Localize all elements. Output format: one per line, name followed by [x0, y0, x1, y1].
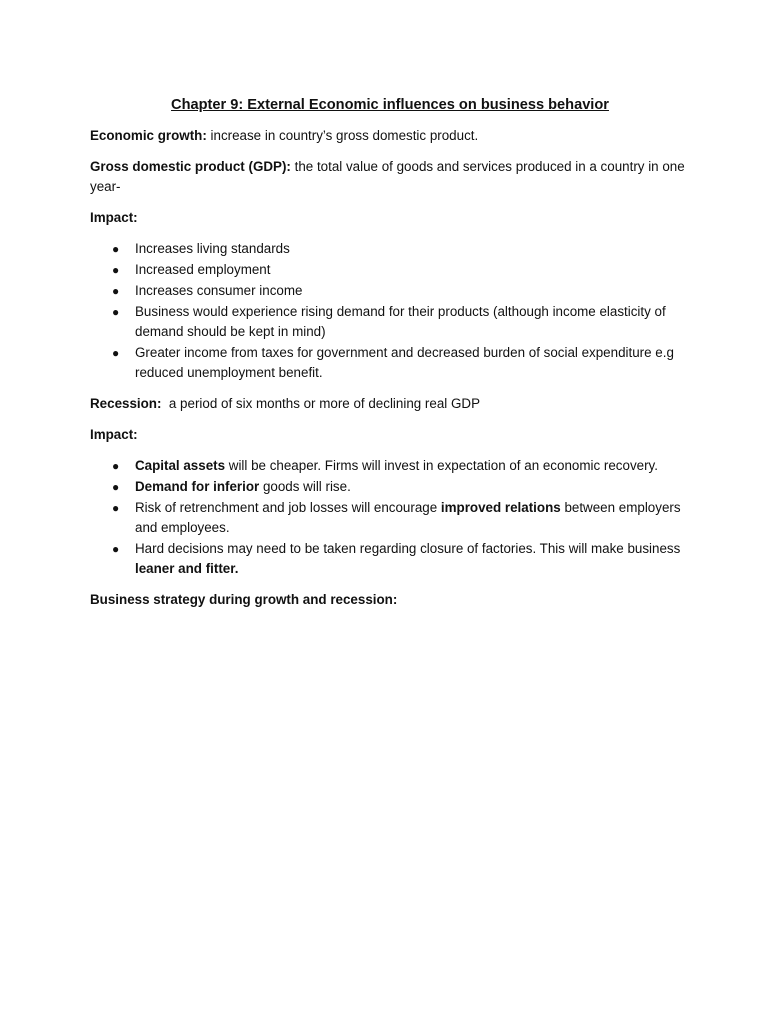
list-item-text: between employers and employees. [135, 500, 681, 535]
list-item [90, 260, 690, 280]
list-item-bold: Demand for inferior [135, 479, 260, 494]
bullet-icon: ● [112, 542, 120, 556]
list-item-bold: leaner and fitter. [135, 561, 239, 576]
bullet-icon: ● [112, 501, 120, 515]
list-item [90, 498, 690, 538]
gdp-paragraph [90, 157, 690, 197]
list-item-text: will be cheaper. Firms will invest in expectation of an economic recovery. [225, 458, 658, 473]
list-item-text: Business would experience rising demand for their products (although income elasticity of demand should be kept in mind) [135, 304, 666, 339]
recession-paragraph [90, 394, 690, 414]
list-item-bold: Capital assets [135, 458, 226, 473]
economic-growth-term: Economic growth: [90, 128, 207, 143]
bullet-icon: ● [112, 459, 120, 473]
list-item [90, 281, 690, 301]
page-title: Chapter 9: External Economic influences on business behavior [171, 97, 609, 113]
list-item-prefix: Risk of retrenchment and job losses will encourage [135, 500, 441, 515]
gdp-term: Gross domestic product (GDP): [90, 159, 291, 174]
list-item-text: goods will rise. [259, 479, 351, 494]
impact-heading-recession: Impact: [90, 427, 138, 442]
bullet-icon: ● [112, 346, 120, 360]
list-item-text: Greater income from taxes for government and decreased burden of social expenditure e.g reduced unemployment benefit. [135, 345, 674, 380]
list-item-bold: improved relations [440, 500, 561, 515]
document-page [90, 95, 690, 621]
bullet-icon: ● [112, 480, 120, 494]
list-item-text: Increased employment [135, 262, 271, 277]
bullet-icon: ● [112, 242, 120, 256]
list-item [90, 456, 690, 476]
list-item-prefix: Hard decisions may need to be taken regarding closure of factories. This will make business [135, 541, 681, 556]
recession-definition: a period of six months or more of declining real GDP [161, 396, 480, 411]
growth-impact-list [90, 239, 690, 383]
list-item [90, 539, 690, 579]
list-item [90, 302, 690, 342]
list-item [90, 239, 690, 259]
list-item-text: Increases living standards [135, 241, 290, 256]
recession-impact-list [90, 456, 690, 579]
strategy-heading: Business strategy during growth and recession: [90, 592, 398, 607]
economic-growth-definition: increase in country’s gross domestic product. [206, 128, 479, 143]
gdp-definition: the total value of goods and services produced in a country in one year- [90, 159, 685, 194]
bullet-icon: ● [112, 305, 120, 319]
list-item-text: Increases consumer income [135, 283, 303, 298]
list-item [90, 343, 690, 383]
bullet-icon: ● [112, 263, 120, 277]
impact-heading-growth: Impact: [90, 210, 138, 225]
bullet-icon: ● [112, 284, 120, 298]
list-item [90, 477, 690, 497]
recession-term: Recession: [90, 396, 162, 411]
economic-growth-paragraph [90, 126, 690, 146]
